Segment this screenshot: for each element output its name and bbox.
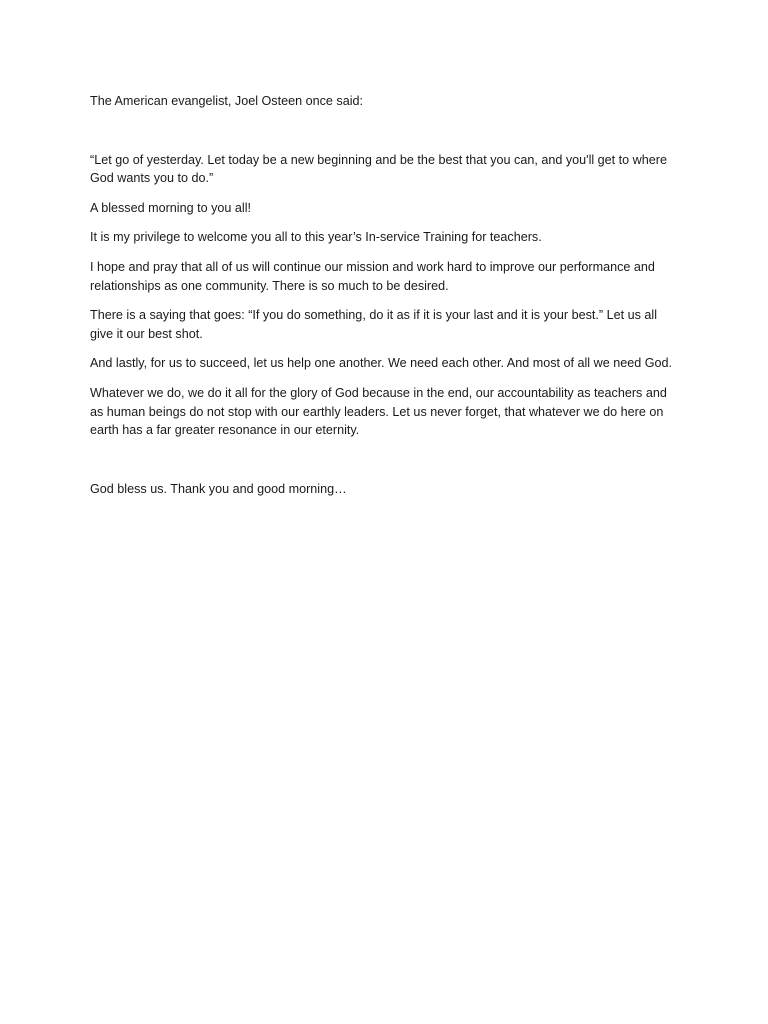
intro-line: The American evangelist, Joel Osteen once said:: [90, 94, 364, 108]
document-body: [90, 92, 682, 509]
saying-paragraph: There is a saying that goes: “If you do something, do it as if it is your last and it is your best.” Let us all give it our best shot.: [90, 308, 657, 341]
quote-paragraph: “Let go of yesterday. Let today be a new beginning and be the best that you can, and you'll get to where God wants you to do.”: [90, 152, 667, 186]
greeting-paragraph: A blessed morning to you all!: [90, 200, 252, 215]
welcome-paragraph: It is my privilege to welcome you all to this year’s In-service Training for teachers.: [90, 230, 542, 245]
hope-paragraph: I hope and pray that all of us will continue our mission and work hard to improve our performance and relationships as one community. There is so much to be desired.: [90, 259, 655, 293]
closing-paragraph: God bless us. Thank you and good morning…: [90, 481, 347, 496]
help-paragraph: And lastly, for us to succeed, let us help one another. We need each other. And most of all we need God.: [90, 356, 673, 371]
glory-paragraph: Whatever we do, we do it all for the glory of God because in the end, our accountability as teachers and as human beings do not stop with our earthly leaders. Let us never forget, that whatever we do here on earth has a far greater resonance in our eternity.: [90, 385, 667, 438]
